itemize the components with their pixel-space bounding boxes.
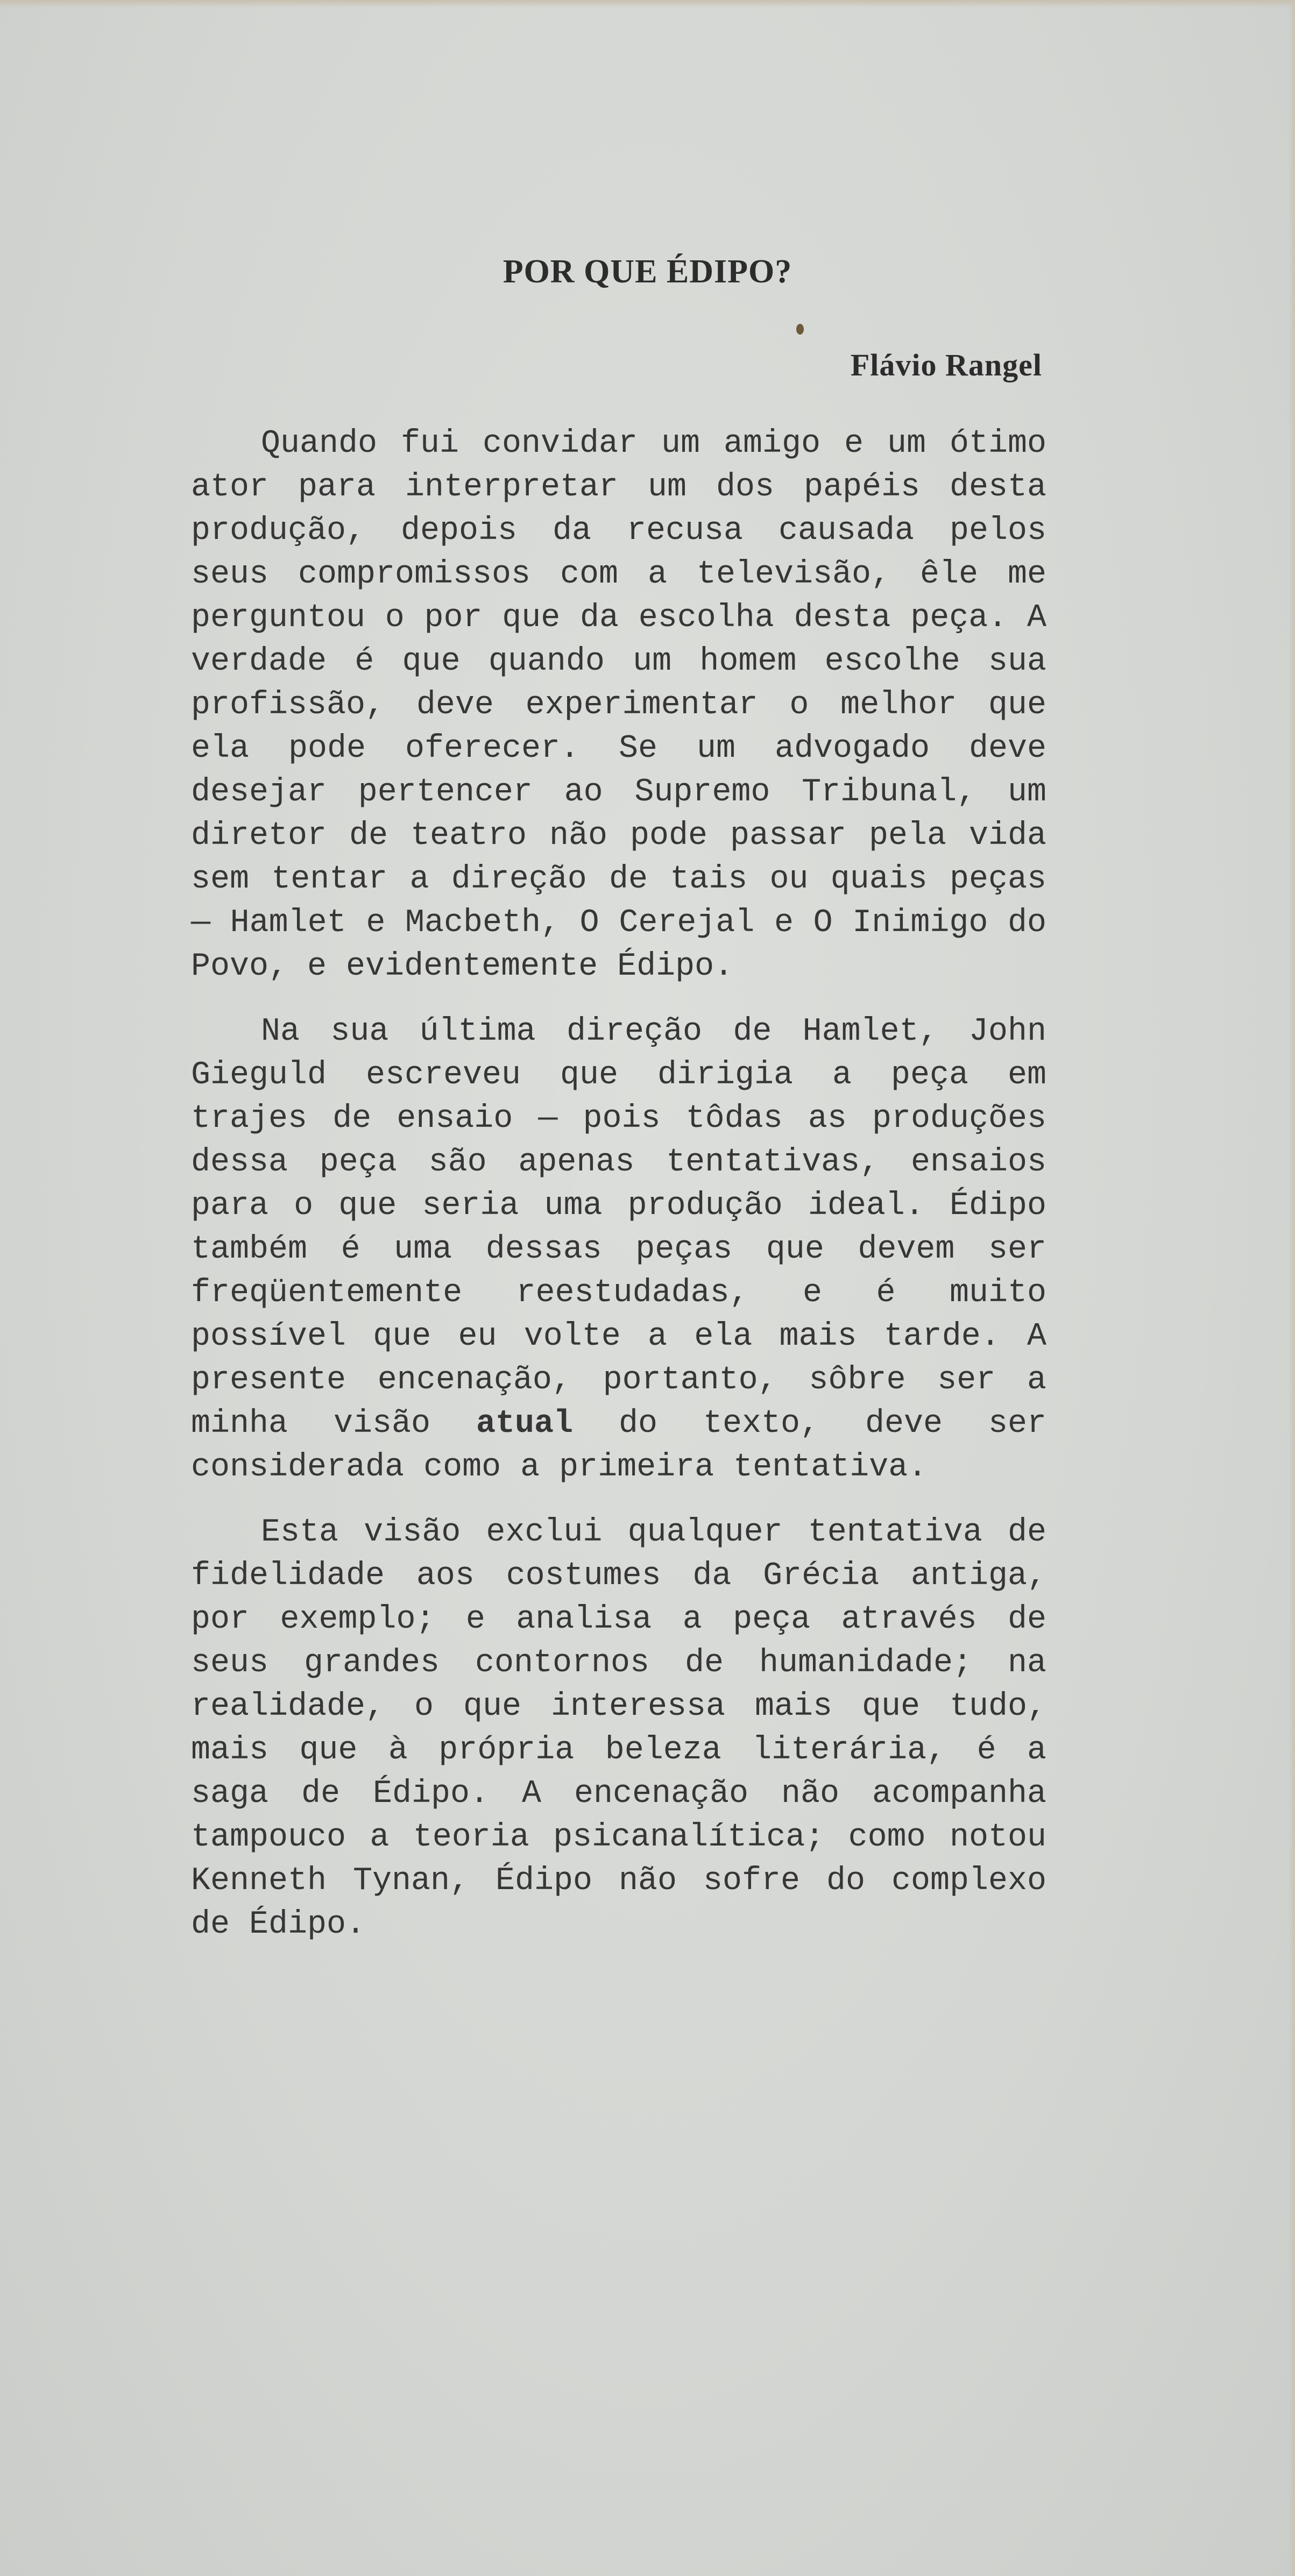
author-name: Flávio Rangel [850,347,1042,382]
document-title: POR QUE ÉDIPO? [503,253,792,290]
paragraph-2 [191,1010,1046,1489]
paper-edge-top [0,0,1295,8]
paper-edge-right [1289,0,1295,2576]
paragraph-3: Esta visão exclui qualquer tentativa de fidelidade aos costumes da Grécia antiga, por exemplo; e analisa a peça através de seus grandes contornos de humanidade; na realidade, o que interessa mais que tudo, mais que à própria beleza literária, é a saga de Édipo. A encenação não acompanha tampouco a teoria psicanalítica; como notou Kenneth Tynan, Édipo não sofre do complexo de Édipo. [191,1514,1046,1943]
article-body [191,422,1046,1947]
paragraph-2-emphasis: atual [476,1406,574,1442]
paragraph-1: Quando fui convidar um amigo e um ótimo ator para interpretar um dos papéis desta produção, depois da recusa causada pelos seus compromissos com a televisão, êle me perguntou o por que da escolha desta peça. A verdade é que quando um homem escolhe sua profissão, deve experimentar o melhor que ela pode oferecer. Se um advogado deve desejar pertencer ao Supremo Tribunal, um diretor de teatro não pode passar pela vida sem tentar a direção de tais ou quais peças — Hamlet e Macbeth, O Cerejal e O Inimigo do Povo, e evidentemente Édipo. [191,425,1046,985]
paragraph-2-text-start: Na sua última direção de Hamlet, John Gieguld escreveu que dirigia a peça em trajes de ensaio — pois tôdas as produções dessa peça são apenas tentativas, ensaios para o que seria uma produção ideal. Édipo também é uma dessas peças que devem ser freqüentemente reestudadas, e é muito possível que eu volte a ela mais tarde. A presente encenação, portanto, sôbre ser a minha visão [191,1013,1046,1442]
paragraph-2-text-end: do texto, deve ser considerada como a primeira tentativa. [191,1406,1046,1486]
ink-spot [796,324,804,335]
